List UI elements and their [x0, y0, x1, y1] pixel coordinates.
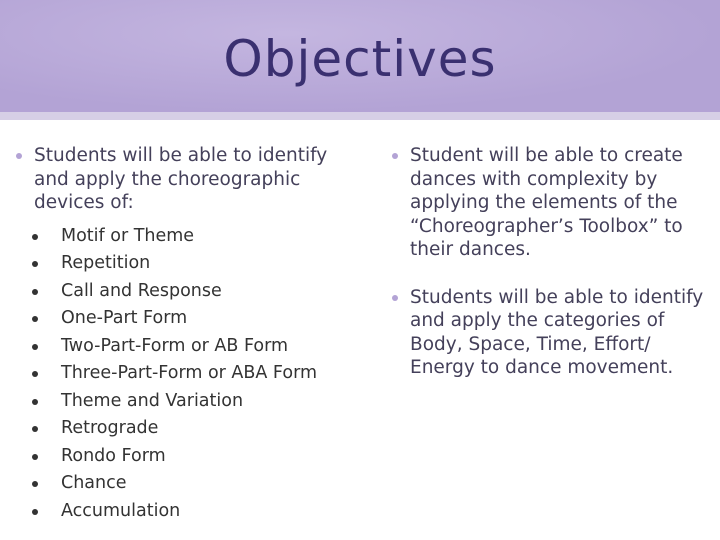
bullet-dot-icon — [32, 371, 38, 377]
bullet-dot-icon — [16, 153, 22, 159]
devices-list — [10, 223, 355, 526]
right-column — [386, 144, 716, 380]
left-column — [10, 144, 355, 525]
list-item: Retrograde — [10, 415, 355, 443]
bullet-dot-icon — [32, 261, 38, 267]
list-item: Repetition — [10, 250, 355, 278]
bullet-dot-icon — [32, 399, 38, 405]
list-item: Theme and Variation — [10, 388, 355, 416]
bullet-dot-icon — [32, 426, 38, 432]
bullet-dot-icon — [32, 289, 38, 295]
list-item: Rondo Form — [10, 443, 355, 471]
bullet-dot-icon — [32, 509, 38, 515]
bullet-dot-icon — [32, 234, 38, 240]
bullet-dot-icon — [392, 153, 398, 159]
objective-bullet — [386, 286, 716, 380]
objective-text: Students will be able to identify and apply the categories of Body, Space, Time, Effort/ Energy to dance movement. — [410, 286, 704, 378]
bullet-dot-icon — [32, 316, 38, 322]
objective-text: Student will be able to create dances with complexity by applying the elements of the “Choreographer’s Toolbox” to their dances. — [410, 145, 683, 260]
bullet-dot-icon — [32, 481, 38, 487]
objective-text: Students will be able to identify and apply the choreographic devices of: — [34, 145, 328, 213]
bullet-dot-icon — [392, 295, 398, 301]
list-item: Accumulation — [10, 498, 355, 526]
list-item: Two-Part-Form or AB Form — [10, 333, 355, 361]
list-item: Call and Response — [10, 278, 355, 306]
list-item: Motif or Theme — [10, 223, 355, 251]
slide-title: Objectives — [223, 30, 497, 88]
title-divider — [0, 112, 720, 120]
bullet-dot-icon — [32, 454, 38, 460]
list-item: Three-Part-Form or ABA Form — [10, 360, 355, 388]
list-item: Chance — [10, 470, 355, 498]
objective-bullet — [10, 144, 355, 215]
objective-bullet — [386, 144, 716, 262]
bullet-dot-icon — [32, 344, 38, 350]
list-item: One-Part Form — [10, 305, 355, 333]
